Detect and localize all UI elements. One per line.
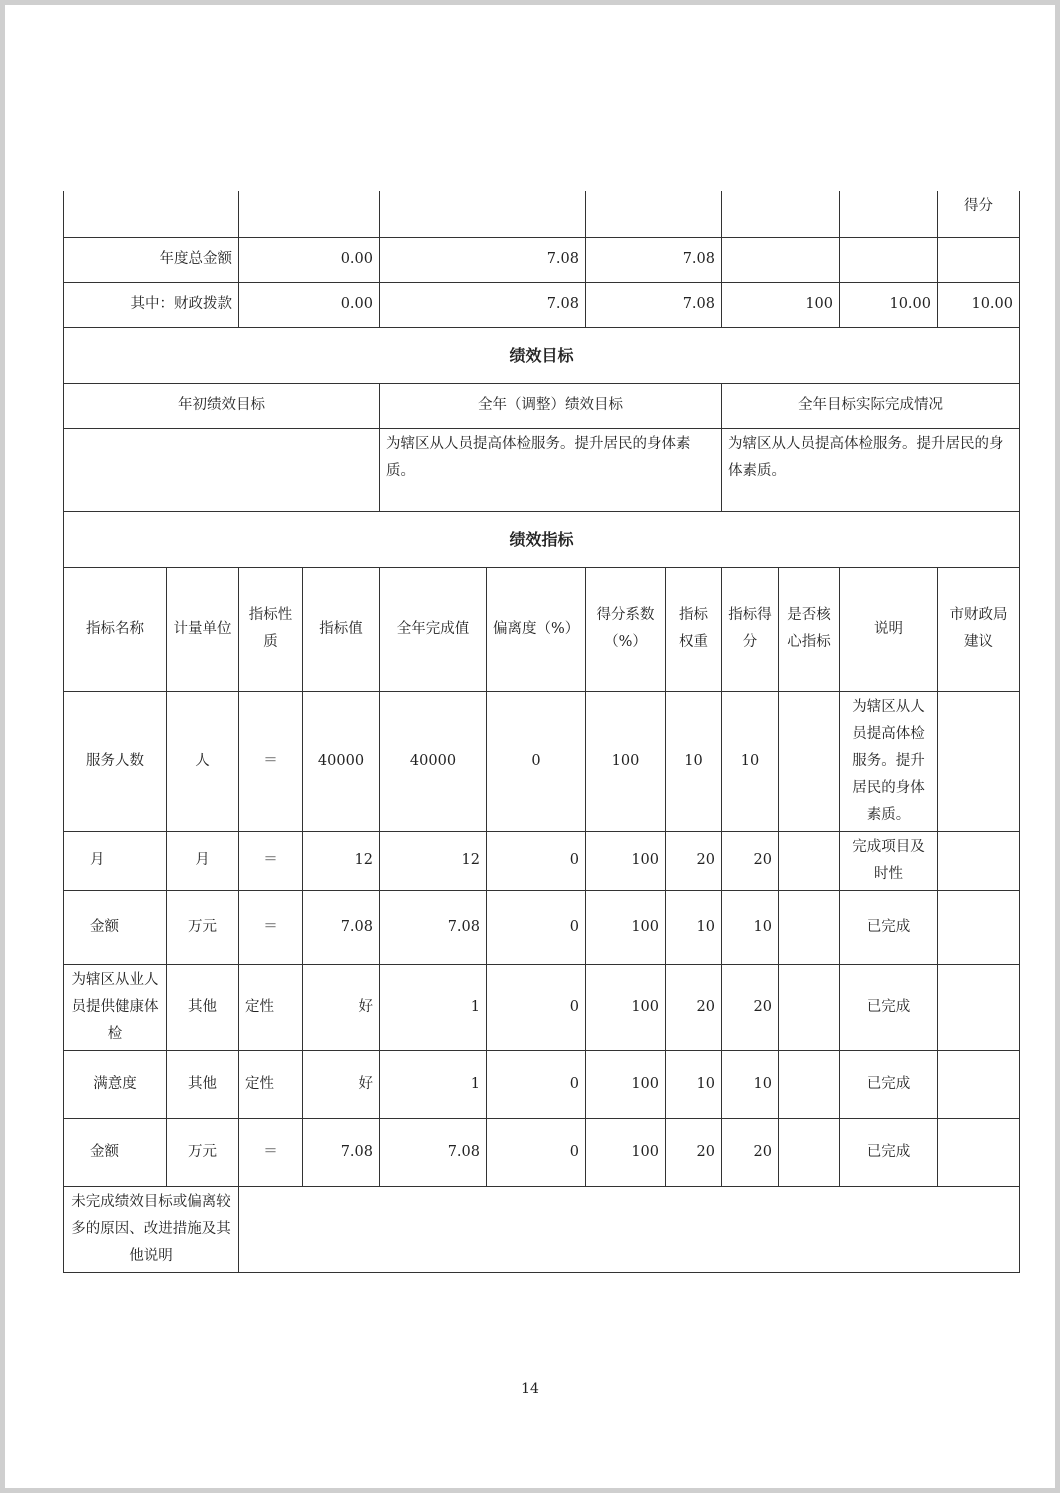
indicator-advice	[938, 831, 1020, 890]
header-indicator-name: 指标名称	[64, 567, 167, 691]
indicator-advice	[938, 964, 1020, 1050]
goals-section-title: 绩效目标	[64, 327, 1020, 383]
header-deviation: 偏离度（%）	[487, 567, 586, 691]
indicator-deviation: 0	[487, 964, 586, 1050]
indicator-core	[779, 831, 840, 890]
indicator-note: 已完成	[840, 890, 938, 964]
indicator-core	[779, 1118, 840, 1186]
header-unit: 计量单位	[167, 567, 239, 691]
goals-initial-text	[64, 428, 380, 511]
indicator-coef: 100	[586, 1118, 666, 1186]
indicator-unit: 月	[167, 831, 239, 890]
indicator-note: 完成项目及时性	[840, 831, 938, 890]
budget-adjusted: 7.08	[380, 282, 586, 327]
indicator-target: 好	[303, 964, 380, 1050]
indicator-coef: 100	[586, 890, 666, 964]
indicator-unit: 其他	[167, 1050, 239, 1118]
indicator-target: 40000	[303, 691, 380, 831]
indicator-nature: ＝	[239, 1118, 303, 1186]
indicator-note: 已完成	[840, 964, 938, 1050]
header-nature: 指标性质	[239, 567, 303, 691]
indicator-score: 20	[722, 964, 779, 1050]
indicator-coef: 100	[586, 691, 666, 831]
indicator-core	[779, 1050, 840, 1118]
indicator-advice	[938, 890, 1020, 964]
budget-weight: 10.00	[840, 282, 938, 327]
document-page	[5, 5, 1055, 1488]
indicator-nature: ＝	[239, 691, 303, 831]
cell-empty	[840, 191, 938, 237]
goals-actual-header: 全年目标实际完成情况	[722, 383, 1020, 428]
budget-row	[64, 237, 1020, 282]
indicator-advice	[938, 691, 1020, 831]
cell-empty	[64, 191, 239, 237]
indicator-actual: 12	[380, 831, 487, 890]
score-header: 得分	[938, 191, 1020, 237]
indicator-advice	[938, 1118, 1020, 1186]
indicator-row	[64, 831, 1020, 890]
indicator-weight: 20	[666, 964, 722, 1050]
indicator-score: 10	[722, 1050, 779, 1118]
indicator-target: 7.08	[303, 1118, 380, 1186]
goals-adjusted-header: 全年（调整）绩效目标	[380, 383, 722, 428]
indicator-deviation: 0	[487, 1118, 586, 1186]
indicator-name: 月	[64, 831, 167, 890]
indicator-note: 已完成	[840, 1050, 938, 1118]
budget-score: 10.00	[938, 282, 1020, 327]
budget-weight	[840, 237, 938, 282]
header-actual: 全年完成值	[380, 567, 487, 691]
remarks-value	[239, 1186, 1020, 1272]
indicator-weight: 20	[666, 1118, 722, 1186]
indicator-row	[64, 890, 1020, 964]
header-note: 说明	[840, 567, 938, 691]
indicator-name: 金额	[64, 890, 167, 964]
cell-empty	[239, 191, 380, 237]
budget-header-row	[64, 191, 1020, 237]
indicator-weight: 10	[666, 691, 722, 831]
indicator-actual: 7.08	[380, 890, 487, 964]
indicator-note: 为辖区从人员提高体检服务。提升居民的身体素质。	[840, 691, 938, 831]
budget-row-label: 其中：财政拨款	[64, 282, 239, 327]
indicator-core	[779, 691, 840, 831]
goals-actual-text: 为辖区从人员提高体检服务。提升居民的身体素质。	[722, 428, 1020, 511]
indicator-coef: 100	[586, 831, 666, 890]
indicator-name: 服务人数	[64, 691, 167, 831]
remarks-row	[64, 1186, 1020, 1272]
budget-rate	[722, 237, 840, 282]
goals-section-row	[64, 327, 1020, 383]
indicators-section-title: 绩效指标	[64, 511, 1020, 567]
indicator-unit: 其他	[167, 964, 239, 1050]
indicator-actual: 40000	[380, 691, 487, 831]
indicator-unit: 人	[167, 691, 239, 831]
indicator-deviation: 0	[487, 831, 586, 890]
indicator-weight: 20	[666, 831, 722, 890]
indicator-row	[64, 964, 1020, 1050]
cell-empty	[722, 191, 840, 237]
indicator-score: 20	[722, 831, 779, 890]
indicator-target: 12	[303, 831, 380, 890]
indicator-coef: 100	[586, 964, 666, 1050]
indicator-actual: 7.08	[380, 1118, 487, 1186]
indicator-unit: 万元	[167, 890, 239, 964]
indicator-row	[64, 1118, 1020, 1186]
indicator-nature: 定性	[239, 964, 303, 1050]
page-number: 14	[521, 1381, 539, 1397]
indicator-nature: ＝	[239, 831, 303, 890]
indicator-note: 已完成	[840, 1118, 938, 1186]
goals-initial-header: 年初绩效目标	[64, 383, 380, 428]
indicator-name: 金额	[64, 1118, 167, 1186]
indicator-deviation: 0	[487, 691, 586, 831]
indicator-actual: 1	[380, 1050, 487, 1118]
budget-executed: 7.08	[586, 282, 722, 327]
indicator-score: 10	[722, 691, 779, 831]
cell-empty	[586, 191, 722, 237]
goals-adjusted-text: 为辖区从人员提高体检服务。提升居民的身体素质。	[380, 428, 722, 511]
budget-initial: 0.00	[239, 282, 380, 327]
budget-row	[64, 282, 1020, 327]
indicator-nature: ＝	[239, 890, 303, 964]
header-core: 是否核心指标	[779, 567, 840, 691]
indicators-section-row	[64, 511, 1020, 567]
indicator-weight: 10	[666, 890, 722, 964]
indicator-weight: 10	[666, 1050, 722, 1118]
indicator-nature: 定性	[239, 1050, 303, 1118]
indicators-header-row	[64, 567, 1020, 691]
indicator-name: 满意度	[64, 1050, 167, 1118]
budget-row-label: 年度总金额	[64, 237, 239, 282]
indicator-deviation: 0	[487, 1050, 586, 1118]
budget-executed: 7.08	[586, 237, 722, 282]
indicator-coef: 100	[586, 1050, 666, 1118]
header-score: 指标得分	[722, 567, 779, 691]
header-target: 指标值	[303, 567, 380, 691]
header-coef: 得分系数（%）	[586, 567, 666, 691]
header-weight: 指标权重	[666, 567, 722, 691]
indicator-actual: 1	[380, 964, 487, 1050]
indicator-unit: 万元	[167, 1118, 239, 1186]
cell-empty	[380, 191, 586, 237]
budget-score	[938, 237, 1020, 282]
indicator-score: 10	[722, 890, 779, 964]
indicator-row	[64, 1050, 1020, 1118]
goals-content-row	[64, 428, 1020, 511]
budget-initial: 0.00	[239, 237, 380, 282]
indicator-score: 20	[722, 1118, 779, 1186]
budget-adjusted: 7.08	[380, 237, 586, 282]
goals-header-row	[64, 383, 1020, 428]
indicator-core	[779, 890, 840, 964]
performance-table	[63, 191, 1020, 1273]
indicator-deviation: 0	[487, 890, 586, 964]
indicator-name: 为辖区从业人员提供健康体检	[64, 964, 167, 1050]
indicator-row	[64, 691, 1020, 831]
remarks-label: 未完成绩效目标或偏离较多的原因、改进措施及其他说明	[64, 1186, 239, 1272]
budget-rate: 100	[722, 282, 840, 327]
indicator-advice	[938, 1050, 1020, 1118]
header-advice: 市财政局建议	[938, 567, 1020, 691]
indicator-target: 7.08	[303, 890, 380, 964]
indicator-core	[779, 964, 840, 1050]
indicator-target: 好	[303, 1050, 380, 1118]
